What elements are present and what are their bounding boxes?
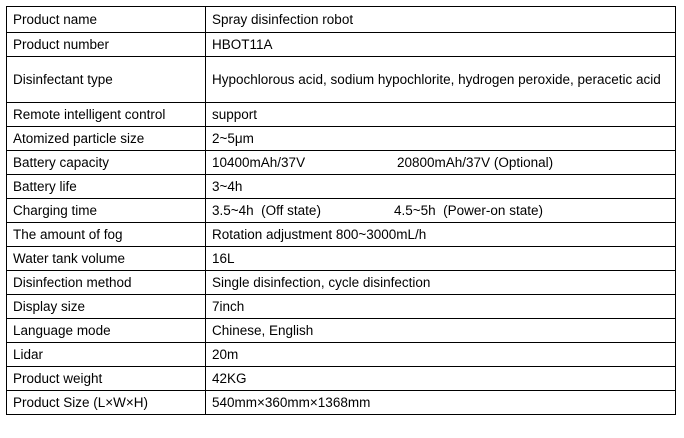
table-row xyxy=(7,33,676,57)
spec-value: 2~5μm xyxy=(206,127,676,151)
spec-value: Chinese, English xyxy=(206,319,676,343)
table-row xyxy=(7,103,676,127)
spec-label: Atomized particle size xyxy=(7,127,206,151)
spec-value-optional: 20800mAh/37V (Optional) xyxy=(397,155,554,170)
spec-value: 3~4h xyxy=(206,175,676,199)
spec-label: Battery capacity xyxy=(7,151,206,175)
table-row xyxy=(7,151,676,175)
spec-label: Lidar xyxy=(7,343,206,367)
table-row xyxy=(7,199,676,223)
spec-value-primary: 10400mAh/37V xyxy=(212,155,306,170)
spec-value: 42KG xyxy=(206,367,676,391)
table-row xyxy=(7,343,676,367)
spec-value xyxy=(206,199,676,223)
table-row xyxy=(7,127,676,151)
table-row xyxy=(7,391,676,415)
spec-label: Product name xyxy=(7,7,206,33)
table-row xyxy=(7,7,676,33)
spec-value-power-on-state: 4.5~5h (Power-on state) xyxy=(394,203,543,218)
spec-value: Rotation adjustment 800~3000mL/h xyxy=(206,223,676,247)
spec-label: Display size xyxy=(7,295,206,319)
spec-value: 16L xyxy=(206,247,676,271)
spec-value: Hypochlorous acid, sodium hypochlorite, hydrogen peroxide, peracetic acid xyxy=(206,57,676,103)
spec-value-off-state: 3.5~4h (Off state) xyxy=(212,203,321,218)
spec-value xyxy=(206,151,676,175)
table-row xyxy=(7,367,676,391)
spec-label: Remote intelligent control xyxy=(7,103,206,127)
spec-label: Product Size (L×W×H) xyxy=(7,391,206,415)
spec-label: The amount of fog xyxy=(7,223,206,247)
spec-label: Disinfection method xyxy=(7,271,206,295)
table-row xyxy=(7,295,676,319)
spec-value: HBOT11A xyxy=(206,33,676,57)
table-row xyxy=(7,175,676,199)
spec-label: Charging time xyxy=(7,199,206,223)
spec-value: 20m xyxy=(206,343,676,367)
spec-value: 7inch xyxy=(206,295,676,319)
spec-value: 540mm×360mm×1368mm xyxy=(206,391,676,415)
spec-label: Battery life xyxy=(7,175,206,199)
spec-label: Language mode xyxy=(7,319,206,343)
spec-label: Product number xyxy=(7,33,206,57)
table-row xyxy=(7,57,676,103)
table-row xyxy=(7,247,676,271)
spec-label: Water tank volume xyxy=(7,247,206,271)
spec-label: Disinfectant type xyxy=(7,57,206,103)
table-row xyxy=(7,271,676,295)
spec-label: Product weight xyxy=(7,367,206,391)
spec-value: Spray disinfection robot xyxy=(206,7,676,33)
table-row xyxy=(7,223,676,247)
table-row xyxy=(7,319,676,343)
product-spec-table xyxy=(6,6,676,415)
spec-value: Single disinfection, cycle disinfection xyxy=(206,271,676,295)
spec-value: support xyxy=(206,103,676,127)
